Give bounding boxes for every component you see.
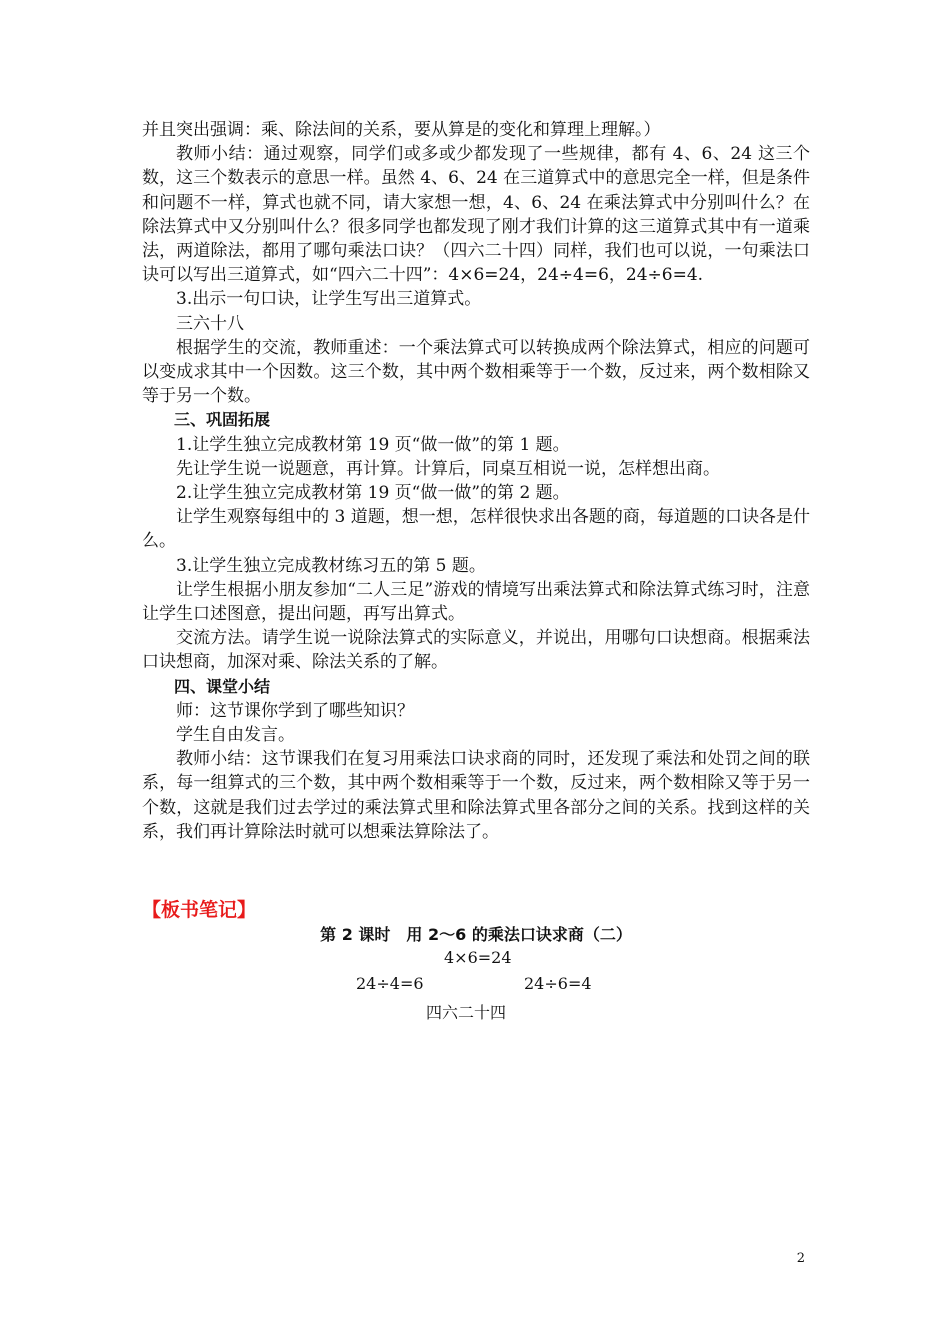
lesson-body: [142, 118, 810, 844]
body-paragraph: 师：这节课你学到了哪些知识？: [176, 700, 414, 721]
board-title: 第 2 课时 用 2～6 的乘法口诀求商（二）: [320, 925, 632, 944]
body-paragraph: 先让学生说一说题意，再计算。计算后，同桌互相说一说，怎样想出商。: [176, 458, 720, 479]
body-paragraph: 3.出示一句口诀，让学生写出三道算式。: [176, 289, 482, 310]
body-paragraph: 让学生观察每组中的 3 道题，想一想，怎样很快求出各题的商，每道题的口诀各是什么。: [142, 507, 810, 552]
board-notes-label: 【板书笔记】: [142, 899, 257, 921]
body-paragraph: 三六十八: [176, 313, 244, 334]
equation-division-right: 24÷6=4: [524, 974, 592, 993]
body-paragraph: 2.让学生独立完成教材第 19 页“做一做”的第 2 题。: [176, 483, 570, 504]
body-paragraph: 根据学生的交流，教师重述：一个乘法算式可以转换成两个除法算式，相应的问题可以变成求其中一个因数。这三个数，其中两个数相乘等于一个数，反过来，两个数相除又等于另一个数。: [142, 337, 810, 407]
body-paragraph: 让学生根据小朋友参加“二人三足”游戏的情境写出乘法算式和除法算式练习时，注意让学生口述图意，提出问题，再写出算式。: [142, 579, 810, 625]
body-paragraph: 教师小结：通过观察，同学们或多或少都发现了一些规律，都有 4、6、24 这三个数，这三个数表示的意思一样。虽然 4、6、24 在三道算式中的意思完全一样，但是条件和问题不一样，算式也就不同，请大家想一想，4、6、24 在乘法算式中分别叫什么？在除法算式中又分别叫什么？很多同学也都发现了刚才我们计算的这三道算式其中有一道乘法，两道除法，都用了哪句乘法口诀？（四六二十四）同样，我们也可以说，一句乘法口诀可以写出三道算式，如“四六二十四”：4×6=24，24÷4=6，24÷6=4.: [142, 144, 810, 286]
multiplication-rhyme: 四六二十四: [426, 1003, 507, 1022]
equation-division-left: 24÷4=6: [356, 974, 424, 993]
page-number: 2: [796, 1251, 805, 1266]
body-paragraph: 1.让学生独立完成教材第 19 页“做一做”的第 1 题。: [176, 434, 570, 455]
body-paragraph: 学生自由发言。: [176, 725, 295, 746]
section-heading: 四、课堂小结: [174, 676, 271, 696]
section-heading: 三、巩固拓展: [174, 410, 271, 430]
body-paragraph: 教师小结：这节课我们在复习用乘法口诀求商的同时，还发现了乘法和处罚之间的联系，每一组算式的三个数，其中两个数相乘等于一个数，反过来，两个数相除又等于另一个数，这就是我们过去学过的乘法算式里和除法算式里各部分之间的关系。找到这样的关系，我们再计算除法时就可以想乘法算除法了。: [142, 749, 810, 842]
equation-multiplication: 4×6=24: [444, 948, 512, 967]
body-paragraph: 交流方法。请学生说一说除法算式的实际意义，并说出，用哪句口诀想商。根据乘法口诀想商，加深对乘、除法关系的了解。: [142, 628, 810, 673]
body-paragraph: 3.让学生独立完成教材练习五的第 5 题。: [176, 555, 486, 576]
body-paragraph: 并且突出强调：乘、除法间的关系，要从算是的变化和算理上理解。）: [142, 120, 661, 140]
